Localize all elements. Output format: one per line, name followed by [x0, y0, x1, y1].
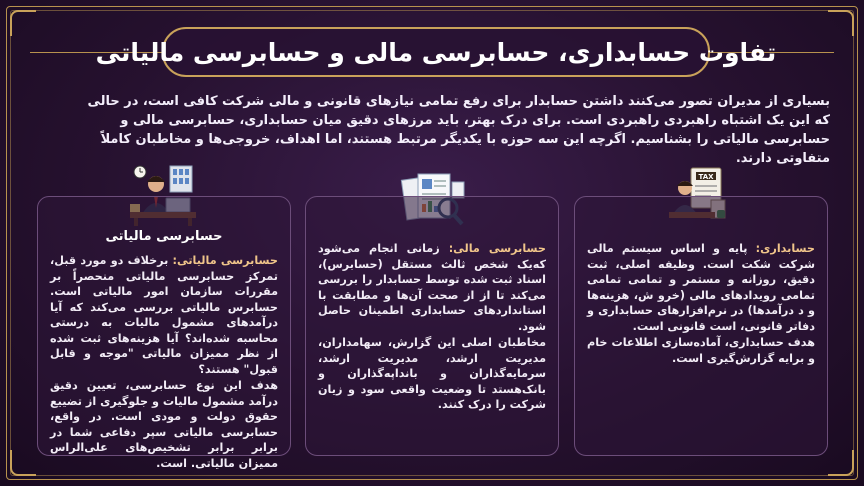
intro-paragraph: بسیاری از مدیران تصور می‌کنند داشتن حسابدار برای رفع تمامی نیازهای قانونی و مالی شرکت کافی است، در حالی که این یک اشتباه راهبردی راهبردی است. برای درک بهتر، باید مرزهای دقیق میان حسابداری، حسابرسی مالی و حسابرسی مالیاتی را بشناسیم. اگرچه این سه حوزه با یکدیگر مرتبط هستند، اما اهداف، خروجی‌ها و مخاطبان کاملاً متفاوتی دارند.: [87, 94, 830, 166]
card-tax-audit-paragraph-1: [50, 253, 278, 377]
page-title: تفاوت حسابداری، حسابرسی مالی و حسابرسی مالیاتی: [95, 37, 777, 67]
svg-text:TAX: TAX: [698, 173, 714, 181]
card-tax-audit-body: [50, 253, 278, 471]
card-tax-audit-text-1: برخلاف دو مورد قبل، تمرکز حسابرسی مالیاتی منحصراً بر مقررات سازمان امور مالیاتی است. حسابرس مالیاتی بررسی می‌کند که آیا درآمدهای مشمول مالیات به درستی محاسبه شده‌اند؟ آیا هزینه‌های ثبت شده از نظر ممیزان مالیاتی "موجه و قابل قبول" هستند؟: [50, 254, 278, 376]
card-financial-audit: [305, 196, 559, 456]
card-accounting-body: [587, 241, 815, 366]
card-financial-audit-paragraph-1: [318, 241, 546, 334]
card-accounting: [574, 196, 828, 456]
corner-ornament: [828, 450, 854, 476]
title-banner: [95, 27, 777, 77]
card-accounting-text-1: پایه و اساس سیستم مالی شرکت شکت است. وظیفه اصلی، ثبت دقیق، روزانه و مستمر و تمامی تمامی تمامی رویدادهای مالی (خرو ش، هزینه‌ها و د درآمدها) در نرم‌افزارهای حسابداری و دفاتر قانونی، است قانونی است.: [587, 242, 815, 333]
corner-ornament: [828, 10, 854, 36]
card-tax-audit-lead: حسابرسی مالیاتی:: [172, 254, 278, 267]
card-accounting-lead: حسابداری:: [755, 242, 815, 255]
card-financial-audit-body: [318, 241, 546, 413]
card-tax-audit: [37, 196, 291, 470]
card-tax-audit-paragraph-2: هدف این نوع حسابرسی، تعیین دقیق درآمد مشمول مالیات و جلوگیری از تضییع حقوق دولت و مودی است. در واقع، حسابرسی مالیاتی سپر دفاعی شما در برابر برابر تشخیص‌های علی‌الراس ممیزان مالیاتی. است.: [50, 379, 278, 470]
corner-ornament: [10, 10, 36, 36]
card-financial-audit-lead: حسابرسی مالی:: [448, 242, 546, 255]
card-tax-audit-heading: حسابرسی مالیاتی: [105, 229, 223, 244]
corner-ornament: [10, 450, 36, 476]
card-financial-audit-text-1: زمانی انجام می‌شود که‌یک شخص ثالث مستقل (حسابرس)، اسناد ثبت شده توسط حسابدار را بررسی می‌کند تا از از صحت آن‌ها و مطابقت با استانداردهای حسابداری اطمینان حاصل شود.: [318, 242, 546, 333]
card-accounting-paragraph-2: هدف حسابداری، آماده‌سازی اطلاعات خام و برایه گزارش‌گیری است.: [587, 336, 815, 365]
card-financial-audit-paragraph-2: مخاطبان اصلی این گزارش، سهامداران، مدیریت ارشد، مدیریت ارشد، سرمایه‌گذاران و بانداپه‌گذاران و بانک‌هستد تا وضعیت واقعی سود و زیان شرکت را درک کنند.: [318, 336, 546, 411]
card-accounting-paragraph-1: [587, 241, 815, 334]
